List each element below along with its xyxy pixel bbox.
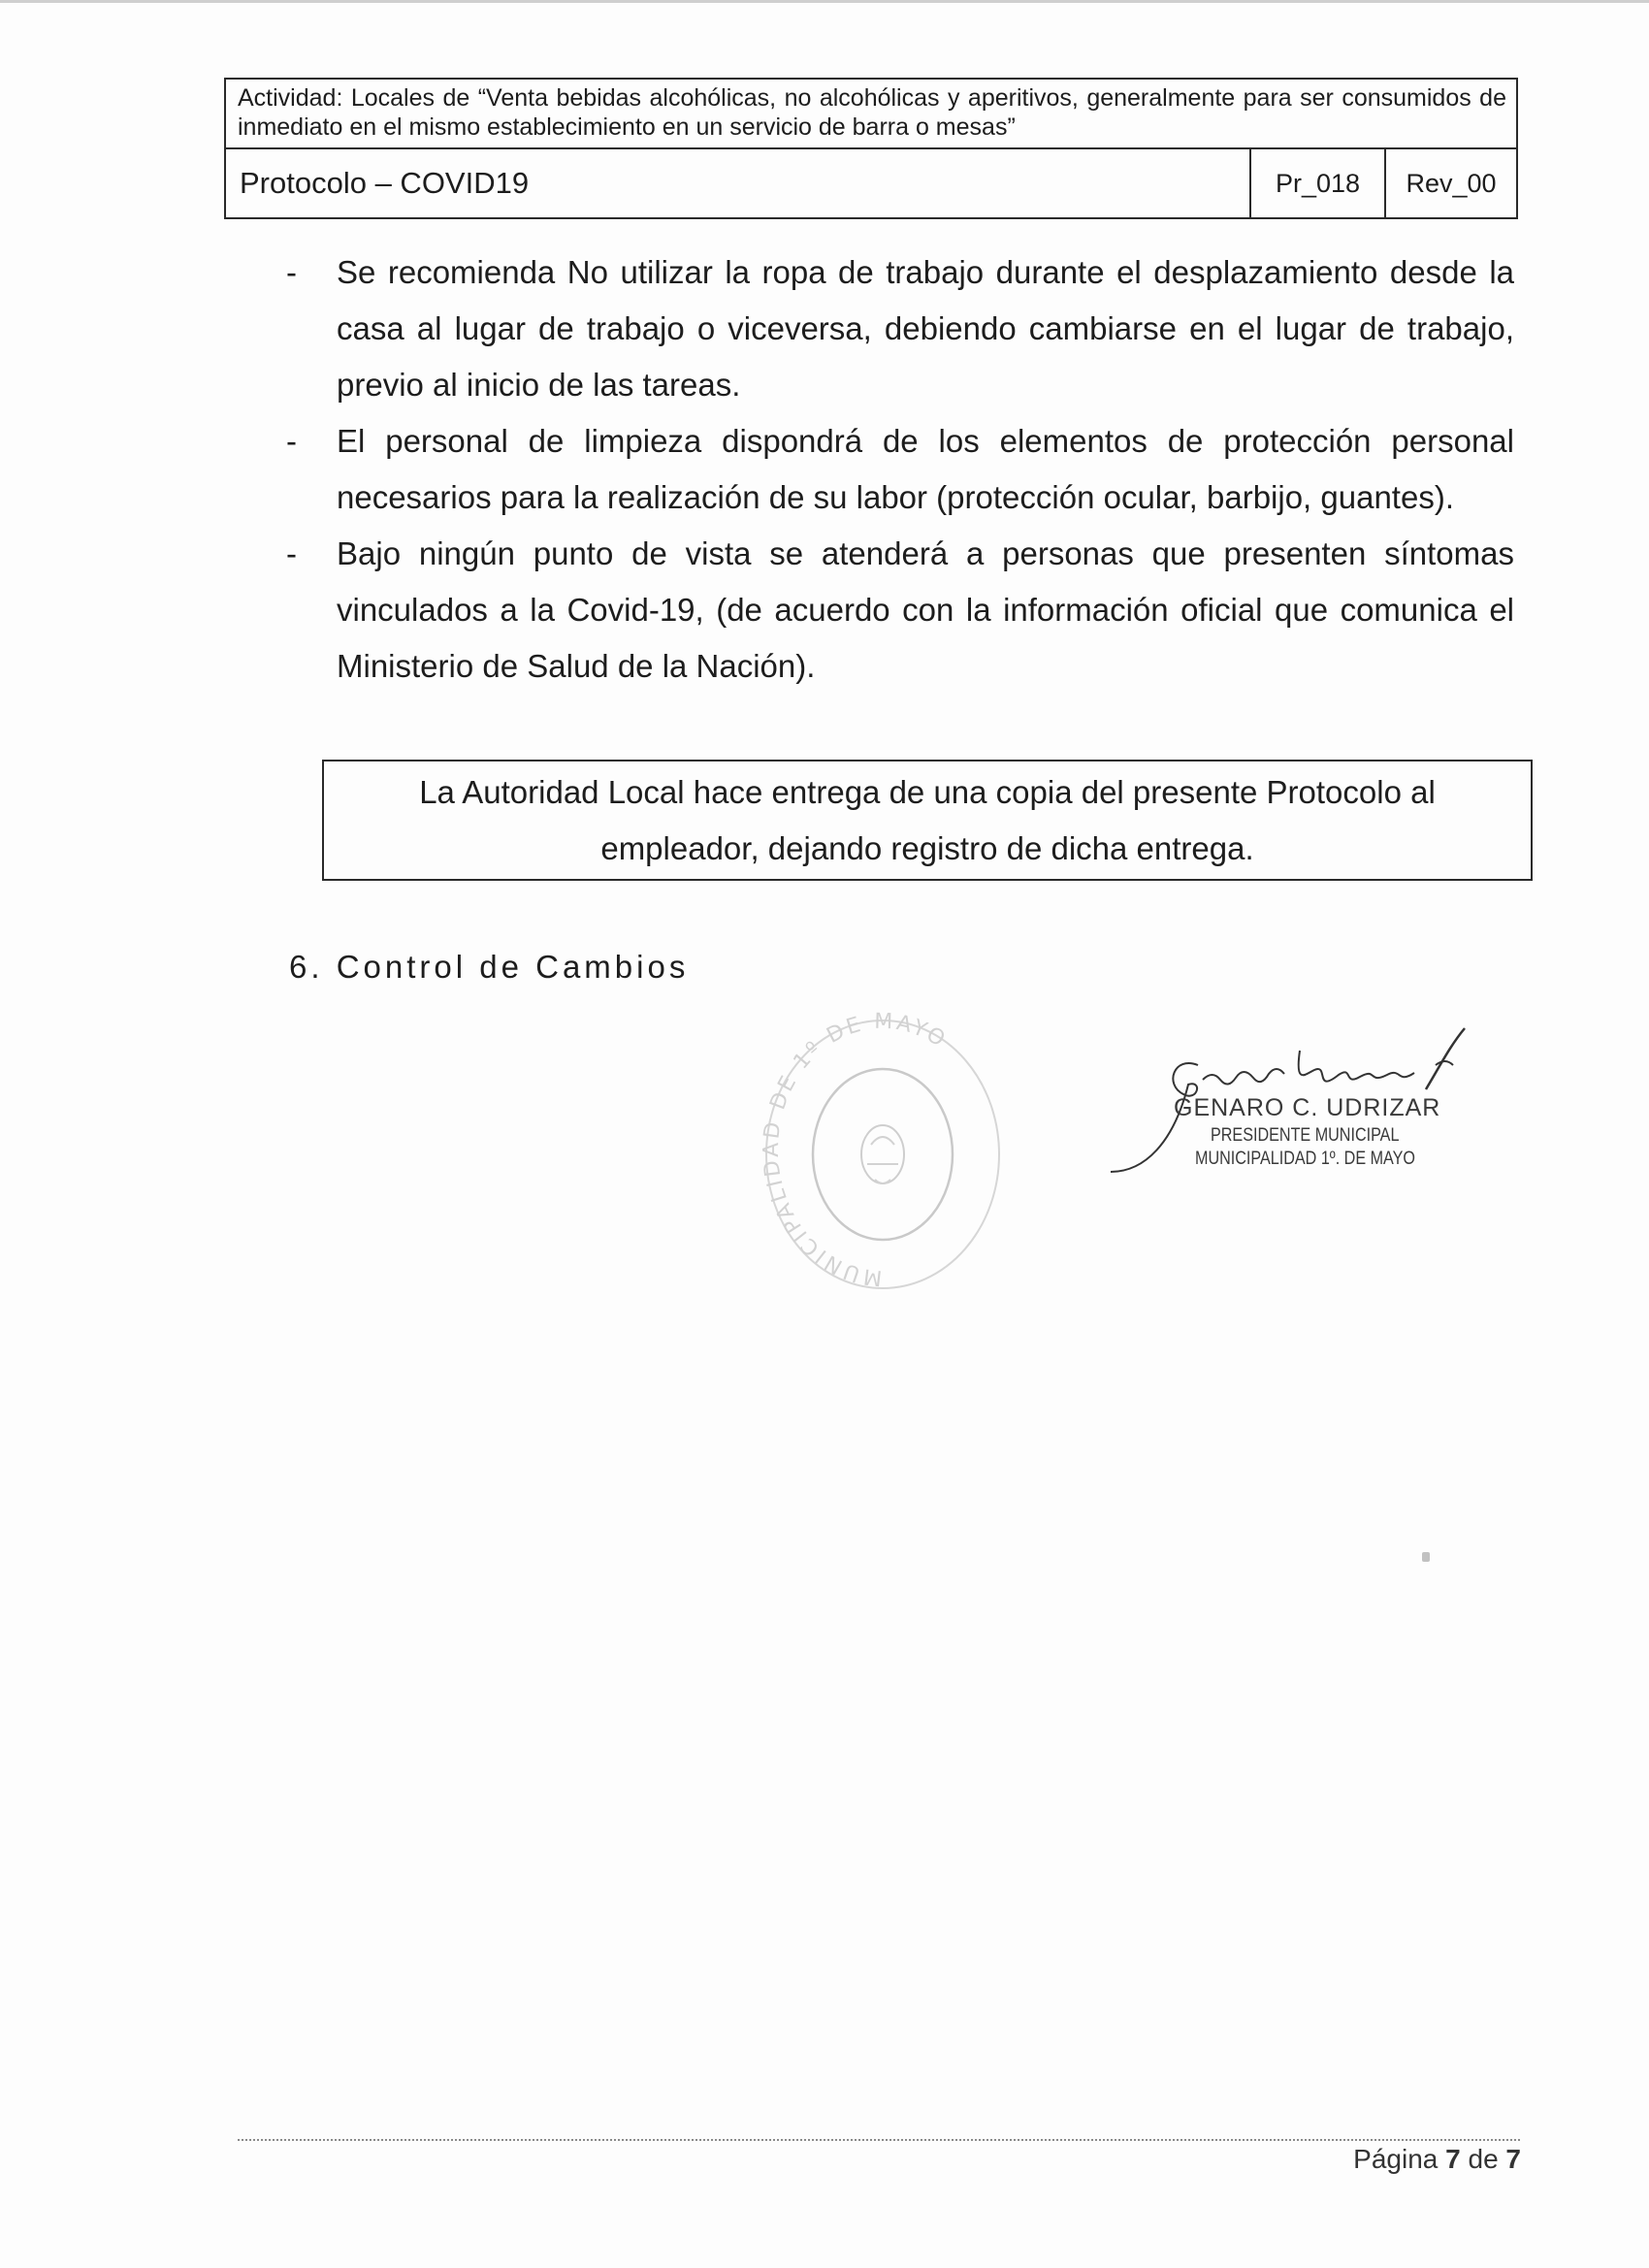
page-number (1353, 2144, 1521, 2175)
section-title: 6. Control de Cambios (289, 949, 690, 985)
signer-name: GENARO C. UDRIZAR (1174, 1094, 1441, 1121)
page-prefix: Página (1353, 2144, 1446, 2174)
svg-text:MUNICIPALIDAD DE 1º DE MAYO (760, 1010, 952, 1290)
bullet-dash: - (286, 423, 297, 459)
protocol-revision: Rev_00 (1384, 149, 1516, 217)
signer-role: PRESIDENTE MUNICIPAL (1211, 1125, 1400, 1146)
page-total: 7 (1505, 2144, 1521, 2174)
activity-text: Actividad: Locales de “Venta bebidas alcohólicas, no alcohólicas y aperitivos, generalmente para ser consumidos de inmediato en el mismo establecimiento en un servicio de barra o mesas” (226, 80, 1516, 149)
protocol-code: Pr_018 (1249, 149, 1384, 217)
notice-box (322, 760, 1533, 881)
page-separator: de (1460, 2144, 1506, 2174)
bullet-list (286, 244, 1514, 695)
page-current: 7 (1445, 2144, 1461, 2174)
protocol-title: Protocolo – COVID19 (240, 166, 530, 200)
bullet-text: El personal de limpieza dispondrá de los elementos de protección personal necesarios para la realización de su labor (protección ocular, barbijo, guantes). (337, 423, 1514, 515)
footer-divider (238, 2139, 1520, 2141)
bullet-dash: - (286, 535, 297, 571)
scan-speck (1422, 1552, 1430, 1562)
bullet-dash: - (286, 254, 297, 290)
bullet-item (286, 413, 1514, 526)
bullet-item (286, 526, 1514, 695)
bullet-text: Se recomienda No utilizar la ropa de trabajo durante el desplazamiento desde la casa al lugar de trabajo o viceversa, debiendo cambiarse en el lugar de trabajo, previo al inicio de las tareas. (337, 254, 1514, 403)
stamp-ring-text: MUNICIPALIDAD DE 1º DE MAYO (759, 1009, 952, 1290)
bullet-item (286, 244, 1514, 413)
scan-edge (0, 0, 1649, 3)
header-row (226, 149, 1516, 217)
bullet-text: Bajo ningún punto de vista se atenderá a personas que presenten síntomas vinculados a la Covid-19, (de acuerdo con la información oficial que comunica el Ministerio de Salud de la Nación). (337, 535, 1514, 684)
municipal-seal-icon (757, 1009, 1009, 1300)
signature-block (1106, 1026, 1513, 1182)
signer-org: MUNICIPALIDAD 1º. DE MAYO (1195, 1149, 1415, 1169)
header-table (224, 78, 1518, 219)
notice-text: La Autoridad Local hace entrega de una copia del presente Protocolo al empleador, dejando registro de dicha entrega. (419, 773, 1436, 866)
